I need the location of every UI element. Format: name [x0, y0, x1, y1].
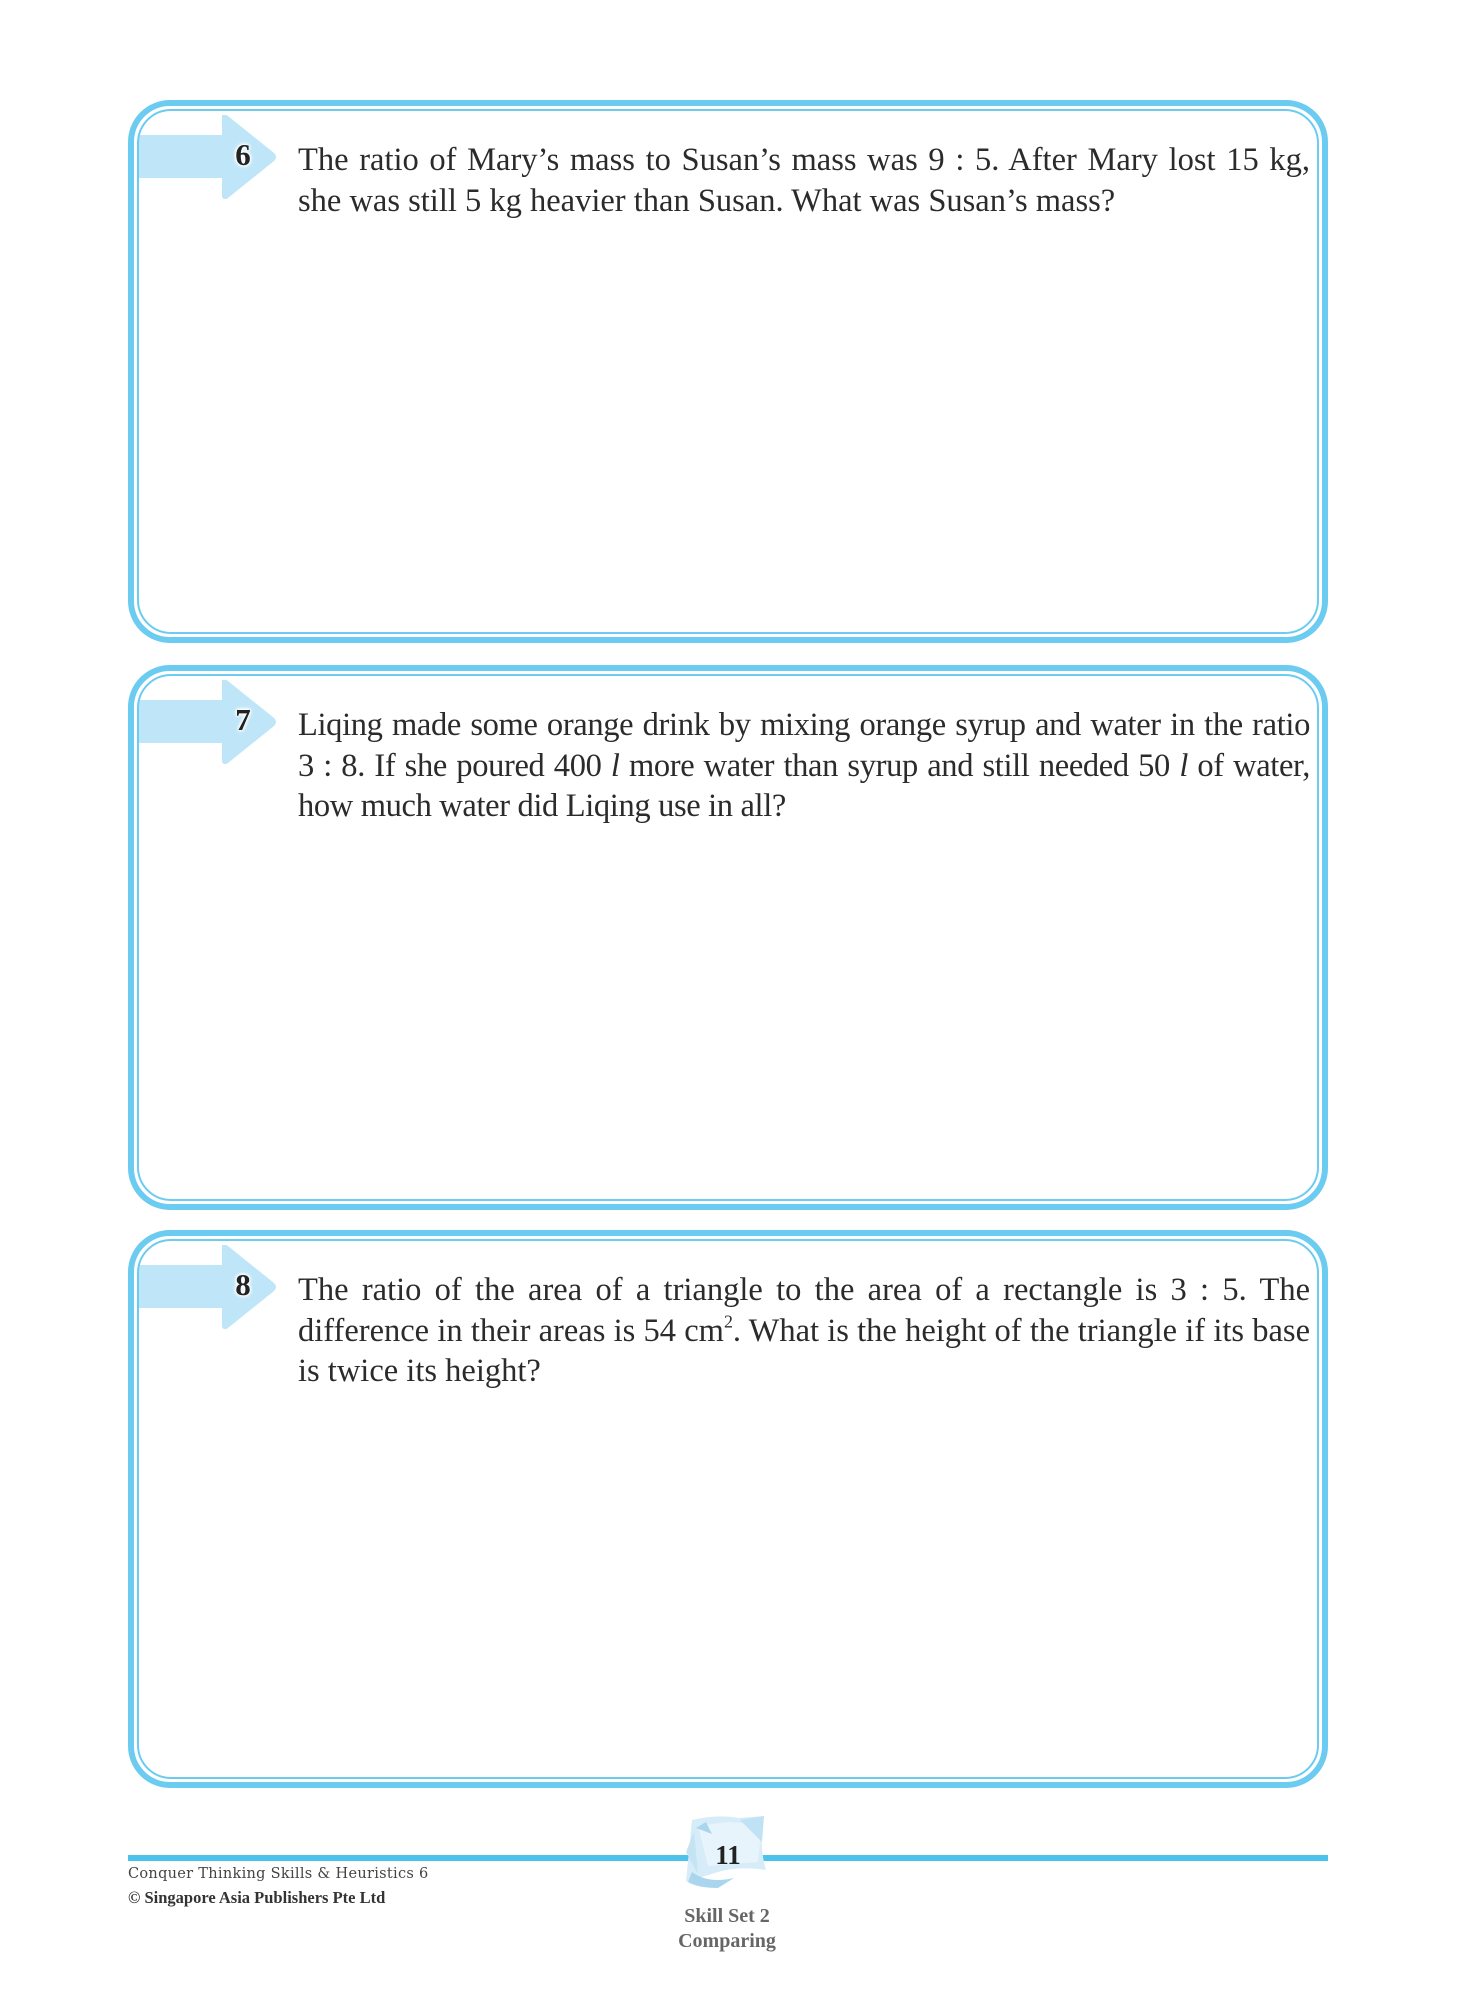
- skill-set-label: [627, 1904, 827, 1954]
- question-text-line: she was still 5 kg heavier than Susan. What was Susan’s mass?: [298, 182, 1116, 219]
- question-text: [298, 705, 1310, 827]
- skill-set-name: Comparing: [678, 1930, 776, 1952]
- question-box-8: [128, 1230, 1328, 1788]
- question-text-part: more water than syrup and still needed 50: [619, 747, 1180, 784]
- question-number: 8: [235, 1267, 251, 1302]
- question-box-6: [128, 100, 1328, 643]
- question-box-7: [128, 665, 1328, 1210]
- question-text-part: The ratio of the area of a triangle to the area of a rectangle is 3 : 5. The difference in their areas is 54 cm: [298, 1272, 1310, 1349]
- unit-litre: l: [610, 747, 620, 784]
- copyright: © Singapore Asia Publishers Pte Ltd: [128, 1888, 386, 1907]
- question-text: [298, 1270, 1310, 1392]
- question-text: [298, 140, 1310, 221]
- question-number: 7: [235, 702, 251, 737]
- page-number: 11: [715, 1840, 741, 1870]
- book-title: Conquer Thinking Skills & Heuristics 6: [128, 1866, 429, 1882]
- question-text-part: Liqing made some orange drink by mixing orange syrup and water in the ratio 3 : 8. If she poured 400: [298, 707, 1310, 784]
- unit-litre: l: [1179, 747, 1188, 784]
- skill-set-number: Skill Set 2: [684, 1905, 770, 1927]
- question-text-part: of water, how much water did Liqing use in all?: [298, 747, 1311, 824]
- superscript: 2: [723, 1311, 733, 1332]
- question-text-part: . What is the height of the triangle if its base is twice its height?: [298, 1312, 1311, 1389]
- question-text-line: The ratio of Mary’s mass to Susan’s mass was 9 : 5. After Mary lost 15 kg,: [298, 142, 1310, 178]
- question-number: 6: [235, 137, 251, 172]
